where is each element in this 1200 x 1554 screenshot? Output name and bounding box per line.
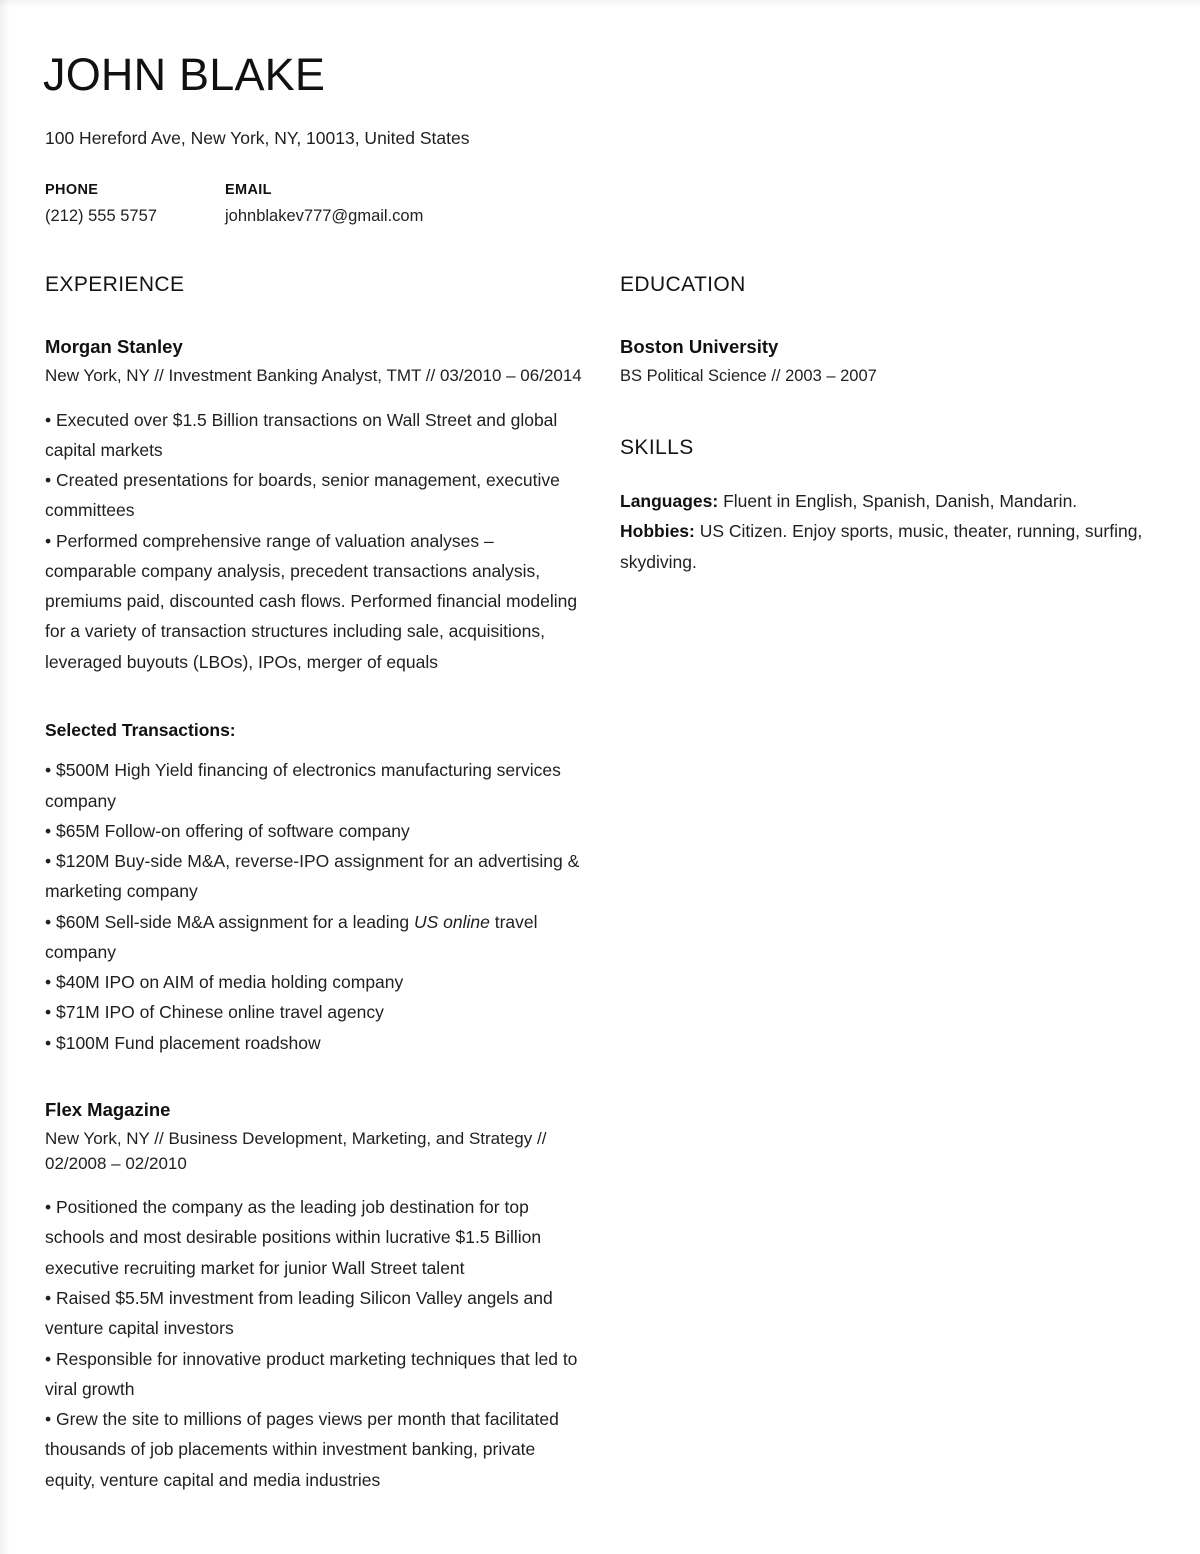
list-item-text: • $40M IPO on AIM of media holding company: [45, 972, 404, 993]
phone-label: PHONE: [45, 181, 99, 198]
right-column: [620, 272, 1160, 576]
body-columns: [45, 272, 1160, 1495]
education-entry: [620, 335, 1160, 389]
school-name: Boston University: [620, 336, 779, 358]
list-item: [45, 755, 590, 816]
employer-name: Morgan Stanley: [45, 336, 183, 358]
list-item: • Created presentations for boards, senior management, executive committees: [45, 470, 560, 521]
section-heading-experience: EXPERIENCE: [45, 273, 185, 297]
skills-list: [620, 486, 1160, 576]
list-item: • Grew the site to millions of pages views per month that facilitated thousands of job placements within investment banking, private equity, venture capital and media industries: [45, 1409, 559, 1490]
list-item: [45, 907, 590, 968]
page-edge-shading-top: [0, 0, 1200, 8]
list-item-text: • $65M Follow-on offering of software company: [45, 820, 410, 841]
list-item: [45, 997, 590, 1027]
list-item-text: • $100M Fund placement roadshow: [45, 1032, 321, 1053]
list-item: • Positioned the company as the leading job destination for top schools and most desirable positions within lucrative $1.5 Billion executive recruiting market for junior Wall Street talent: [45, 1197, 542, 1278]
skills-value-languages: Fluent in English, Spanish, Danish, Mandarin.: [718, 491, 1078, 512]
responsibility-list: [45, 1192, 590, 1495]
list-item: [45, 967, 590, 997]
selected-transactions-label: Selected Transactions:: [45, 719, 236, 740]
skills-key-hobbies: Hobbies:: [620, 521, 695, 542]
section-heading-education: EDUCATION: [620, 273, 746, 297]
list-item: • Performed comprehensive range of valuation analyses – comparable company analysis, precedent transactions analysis, premiums paid, discounted cash flows. Performed financial modeling for a variety of transaction structures including sale, acquisitions, leveraged buyouts (LBOs), IPOs, merger of equals: [45, 530, 578, 672]
list-item: • Executed over $1.5 Billion transactions on Wall Street and global capital markets: [45, 409, 558, 460]
page-edge-shading-left: [0, 0, 10, 1554]
list-item: [45, 846, 590, 907]
list-item: • Raised $5.5M investment from leading Silicon Valley angels and venture capital investors: [45, 1287, 553, 1339]
experience-entry-morgan-stanley: [45, 335, 590, 1057]
email-block: [225, 180, 423, 229]
left-column: [45, 272, 590, 1495]
email-label: EMAIL: [225, 181, 272, 198]
list-item-emphasis: US online: [413, 911, 490, 932]
list-item: [45, 816, 590, 846]
resume-content: [43, 49, 1160, 1495]
skills-key-languages: Languages:: [620, 491, 719, 512]
candidate-address: 100 Hereford Ave, New York, NY, 10013, United States: [45, 128, 470, 148]
list-item-text-suffix: travel company: [45, 911, 538, 962]
selected-transactions-list: [45, 755, 590, 1058]
employer-meta: New York, NY // Investment Banking Analyst, TMT // 03/2010 – 06/2014: [45, 366, 582, 386]
email-value: johnblakev777@gmail.com: [225, 206, 424, 225]
phone-value: (212) 555 5757: [45, 206, 157, 225]
responsibility-list: [45, 405, 590, 677]
phone-block: [45, 180, 225, 229]
candidate-name: JOHN BLAKE: [43, 49, 326, 100]
list-item: • Responsible for innovative product marketing techniques that led to viral growth: [45, 1348, 578, 1399]
list-item: [45, 1028, 590, 1058]
contact-row: [45, 180, 1160, 229]
skills-value-hobbies: US Citizen. Enjoy sports, music, theater, running, surfing, skydiving.: [620, 521, 1143, 572]
list-item-text: • $60M Sell-side M&A assignment for a leading: [45, 911, 414, 932]
list-item-text: • $500M High Yield financing of electronics manufacturing services company: [45, 760, 561, 811]
employer-meta: New York, NY // Business Development, Marketing, and Strategy // 02/2008 – 02/2010: [45, 1128, 547, 1174]
section-heading-skills: SKILLS: [620, 436, 694, 460]
employer-name: Flex Magazine: [45, 1098, 171, 1120]
list-item: [620, 516, 1160, 576]
list-item: [620, 486, 1160, 516]
list-item-text: • $71M IPO of Chinese online travel agency: [45, 1002, 384, 1023]
list-item-text: • $120M Buy-side M&A, reverse-IPO assignment for an advertising & marketing company: [45, 851, 580, 902]
resume-header: [43, 49, 1160, 228]
experience-entry-flex-magazine: [45, 1098, 590, 1495]
degree-detail: BS Political Science // 2003 – 2007: [620, 367, 877, 386]
skills-section: [620, 435, 1160, 576]
